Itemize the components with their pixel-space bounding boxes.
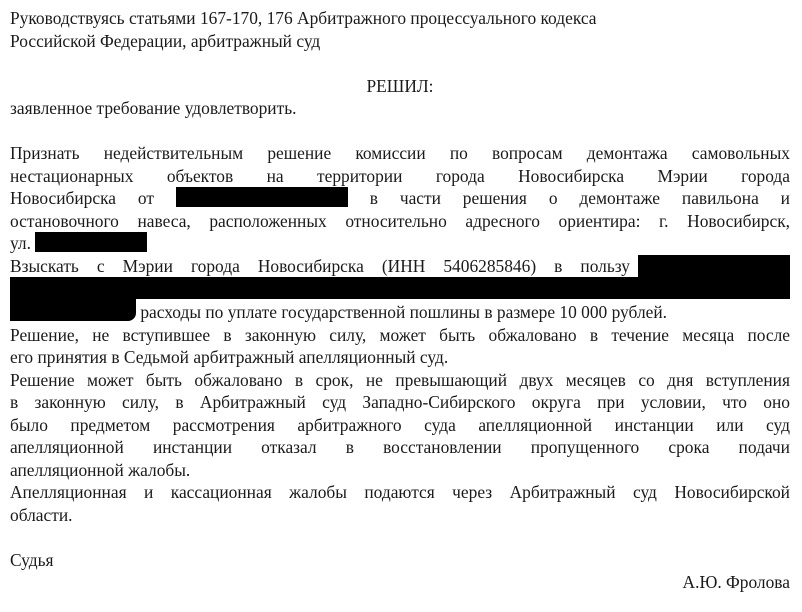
para1-line2: нестационарных объектов на территории города Новосибирска Мэрии города bbox=[10, 165, 790, 186]
para1-line4: остановочного навеса, расположенных относительно адресного ориентира: г. Новосибирск, bbox=[10, 210, 790, 231]
redacted-recipient-start bbox=[638, 255, 790, 277]
para1-line3-start: Новосибирска от bbox=[10, 188, 154, 208]
decision-heading: РЕШИЛ: bbox=[366, 75, 434, 96]
court-decision-document bbox=[10, 7, 790, 594]
para5-line2: области. bbox=[10, 504, 73, 525]
para1-line3-end: в части решения о демонтаже павильона и bbox=[369, 188, 790, 208]
para4-line5: апелляционной жалобы. bbox=[10, 459, 191, 480]
claim-granted-line: заявленное требование удовлетворить. bbox=[10, 98, 297, 118]
para4-line3: было предметом рассмотрения арбитражного суда апелляционной инстанции или суд bbox=[10, 414, 790, 435]
redacted-date bbox=[176, 187, 348, 207]
judge-label: Судья bbox=[10, 549, 54, 570]
para3-line2: его принятия в Седьмой арбитражный апелляционный суд. bbox=[10, 347, 449, 367]
judge-name: А.Ю. Фролова bbox=[682, 572, 790, 592]
para2-line3-text: расходы по уплате государственной пошлины в размере 10 000 рублей. bbox=[140, 302, 667, 322]
spacer bbox=[10, 120, 790, 143]
para1-line1: Признать недействительным решение комиссии по вопросам демонтажа самовольных bbox=[10, 143, 790, 163]
para4-line1: Решение может быть обжаловано в срок, не превышающий двух месяцев со дня вступления bbox=[10, 369, 790, 390]
para1-line3 bbox=[10, 187, 790, 210]
para4-line4: апелляционной инстанции отказал в восстановлении пропущенного срока подачи bbox=[10, 437, 790, 457]
para1-line5 bbox=[10, 232, 790, 255]
intro-line-1: Руководствуясь статьями 167-170, 176 Арбитражного процессуального кодекса bbox=[10, 8, 597, 28]
para2-line1-text: Взыскать с Мэрии города Новосибирска (ИНН 5406285846) в пользу bbox=[10, 255, 630, 276]
para3-line1: Решение, не вступившее в законную силу, может быть обжаловано в течение месяца после bbox=[10, 324, 790, 345]
para2-line1 bbox=[10, 255, 790, 278]
redacted-street bbox=[35, 232, 147, 252]
redacted-recipient-middle bbox=[10, 277, 790, 299]
para5-line1: Апелляционная и кассационная жалобы подаются через Арбитражный суд Новосибирской bbox=[10, 482, 790, 502]
para2-line3 bbox=[10, 299, 790, 324]
para1-line5-start: ул. bbox=[10, 233, 31, 253]
para4-line2: в законную силу, в Арбитражный суд Западно-Сибирского округа при условии, что оно bbox=[10, 392, 790, 412]
spacer bbox=[10, 52, 790, 75]
spacer bbox=[10, 526, 790, 549]
redacted-recipient-end bbox=[10, 299, 136, 321]
intro-line-2: Российской Федерации, арбитражный суд bbox=[10, 30, 321, 51]
